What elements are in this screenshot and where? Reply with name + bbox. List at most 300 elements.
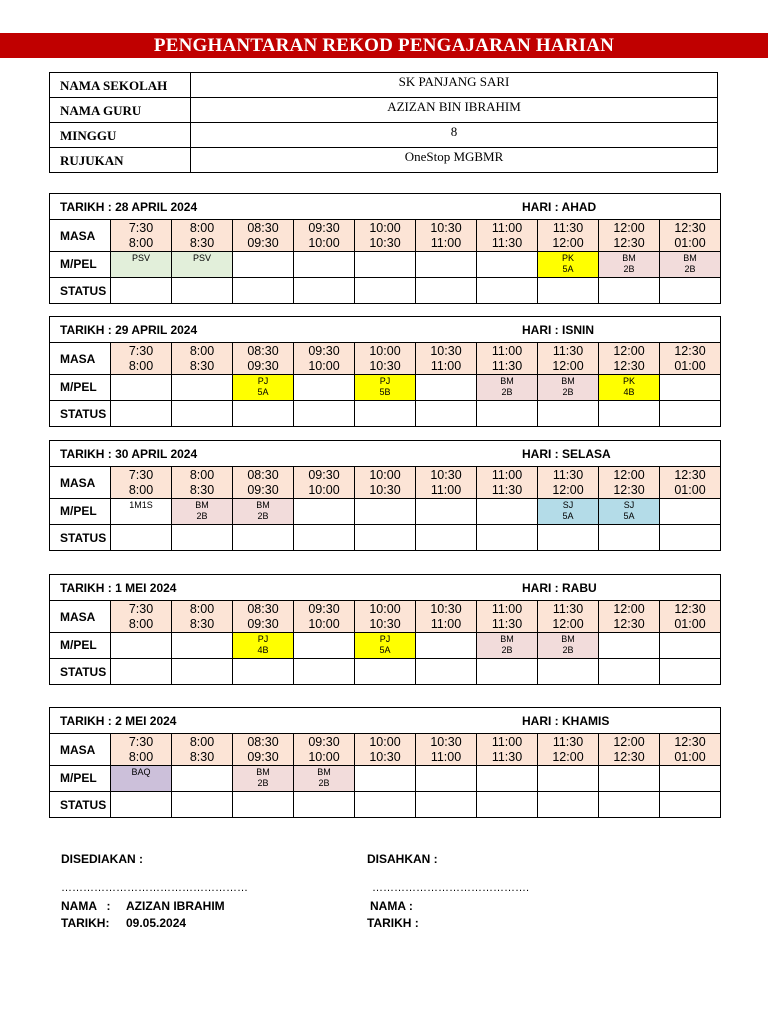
subject-cell	[355, 252, 416, 278]
status-cell[interactable]	[233, 525, 294, 551]
class-name: 2B	[562, 387, 574, 397]
time-row-label: MASA	[50, 734, 111, 766]
class-name: 2B	[684, 264, 696, 274]
info-row-teacher	[50, 98, 718, 123]
time-slot	[538, 343, 599, 375]
time-slot	[294, 220, 355, 252]
info-label: RUJUKAN	[50, 148, 191, 173]
status-cell[interactable]	[416, 525, 477, 551]
time-end: 12:00	[552, 482, 584, 497]
time-slot	[477, 734, 538, 766]
status-cell[interactable]	[355, 792, 416, 818]
time-start: 7:30	[128, 343, 154, 358]
status-cell[interactable]	[477, 401, 538, 427]
subject-cell	[294, 252, 355, 278]
status-cell[interactable]	[660, 401, 721, 427]
time-end: 10:30	[369, 616, 401, 631]
subject-cell	[599, 766, 660, 792]
subject-cell	[538, 499, 599, 525]
status-cell[interactable]	[599, 401, 660, 427]
subject-code: SJ	[623, 500, 635, 510]
status-cell[interactable]	[233, 792, 294, 818]
time-slot	[599, 601, 660, 633]
subject-code: PJ	[257, 376, 269, 386]
time-start: 08:30	[247, 734, 279, 749]
time-end: 12:30	[613, 749, 645, 764]
info-label: MINGGU	[50, 123, 191, 148]
status-row	[50, 278, 721, 304]
time-end: 01:00	[674, 482, 706, 497]
subject-cell	[294, 633, 355, 659]
subject-cell	[294, 766, 355, 792]
time-end: 8:00	[128, 616, 154, 631]
time-end: 10:00	[308, 358, 340, 373]
day-date: TARIKH : 1 MEI 2024	[60, 581, 177, 595]
status-cell[interactable]	[172, 525, 233, 551]
info-value: OneStop MGBMR	[191, 148, 718, 173]
subject-cell	[111, 766, 172, 792]
class-name: 2B	[501, 645, 513, 655]
status-cell[interactable]	[660, 278, 721, 304]
time-end: 01:00	[674, 616, 706, 631]
time-end: 12:30	[613, 235, 645, 250]
time-end: 8:00	[128, 235, 154, 250]
subject-code: BM	[561, 376, 575, 386]
time-slot	[233, 734, 294, 766]
time-end: 11:30	[491, 482, 523, 497]
day-name: HARI : SELASA	[522, 447, 611, 461]
time-slot	[599, 220, 660, 252]
time-row-label: MASA	[50, 343, 111, 375]
time-start: 08:30	[247, 343, 279, 358]
time-end: 12:30	[613, 358, 645, 373]
day-header-row	[50, 575, 721, 601]
time-start: 12:00	[613, 467, 645, 482]
time-start: 09:30	[308, 343, 340, 358]
subject-cell	[355, 633, 416, 659]
subject-code: BM	[561, 634, 575, 644]
subject-cell	[233, 766, 294, 792]
status-cell[interactable]	[538, 278, 599, 304]
time-end: 12:00	[552, 235, 584, 250]
time-slot	[538, 220, 599, 252]
subject-cell	[477, 633, 538, 659]
time-end: 09:30	[247, 358, 279, 373]
time-start: 10:00	[369, 467, 401, 482]
status-cell[interactable]	[355, 401, 416, 427]
status-cell[interactable]	[538, 401, 599, 427]
status-row	[50, 792, 721, 818]
time-slot	[294, 343, 355, 375]
subject-code: BM	[256, 500, 270, 510]
time-start: 11:30	[552, 467, 584, 482]
time-end: 11:00	[430, 749, 462, 764]
subject-cell	[660, 499, 721, 525]
time-row	[50, 220, 721, 252]
subject-code: PSV	[192, 253, 211, 263]
time-end: 09:30	[247, 235, 279, 250]
status-cell[interactable]	[660, 659, 721, 685]
time-end: 8:00	[128, 749, 154, 764]
time-end: 12:00	[552, 616, 584, 631]
subject-code: 1M1S	[129, 500, 153, 510]
time-end: 01:00	[674, 235, 706, 250]
subject-row	[50, 766, 721, 792]
time-start: 12:30	[674, 601, 706, 616]
status-cell[interactable]	[294, 278, 355, 304]
time-start: 11:00	[491, 343, 523, 358]
time-start: 7:30	[128, 734, 154, 749]
time-slot	[172, 343, 233, 375]
time-start: 10:00	[369, 734, 401, 749]
subject-cell	[538, 766, 599, 792]
time-slot	[111, 343, 172, 375]
status-cell[interactable]	[477, 792, 538, 818]
day-name: HARI : RABU	[522, 581, 597, 595]
time-start: 10:00	[369, 343, 401, 358]
status-cell[interactable]	[111, 278, 172, 304]
status-cell[interactable]	[111, 792, 172, 818]
status-cell[interactable]	[294, 401, 355, 427]
subject-code: SJ	[562, 500, 574, 510]
time-row-label: MASA	[50, 467, 111, 499]
time-end: 8:30	[189, 616, 215, 631]
time-end: 10:00	[308, 482, 340, 497]
time-row-label: MASA	[50, 601, 111, 633]
subject-cell	[416, 499, 477, 525]
time-start: 12:30	[674, 467, 706, 482]
time-slot	[538, 467, 599, 499]
day-header	[50, 317, 721, 343]
day-table	[49, 574, 721, 685]
time-start: 10:30	[430, 343, 462, 358]
subject-code: BM	[500, 376, 514, 386]
status-cell[interactable]	[294, 659, 355, 685]
time-end: 8:00	[128, 482, 154, 497]
time-end: 12:00	[552, 358, 584, 373]
time-start: 12:30	[674, 343, 706, 358]
status-row	[50, 401, 721, 427]
class-name: 2B	[257, 511, 269, 521]
time-slot	[477, 220, 538, 252]
time-start: 09:30	[308, 734, 340, 749]
time-slot	[538, 734, 599, 766]
time-start: 7:30	[128, 467, 154, 482]
time-end: 10:00	[308, 235, 340, 250]
status-cell[interactable]	[477, 278, 538, 304]
subject-code: PJ	[257, 634, 269, 644]
time-slot	[477, 467, 538, 499]
class-name: 4B	[623, 387, 635, 397]
subject-cell	[355, 766, 416, 792]
status-cell[interactable]	[233, 659, 294, 685]
class-name: 2B	[196, 511, 208, 521]
status-row	[50, 525, 721, 551]
time-slot	[355, 220, 416, 252]
subject-row-label: M/PEL	[50, 633, 111, 659]
status-cell[interactable]	[416, 401, 477, 427]
status-cell[interactable]	[477, 525, 538, 551]
time-slot	[599, 467, 660, 499]
subject-cell	[111, 633, 172, 659]
info-label: NAMA GURU	[50, 98, 191, 123]
subject-cell	[111, 499, 172, 525]
day-date: TARIKH : 28 APRIL 2024	[60, 200, 198, 214]
time-slot	[599, 734, 660, 766]
time-start: 10:30	[430, 220, 462, 235]
time-slot	[294, 467, 355, 499]
time-end: 11:30	[491, 358, 523, 373]
day-date: TARIKH : 29 APRIL 2024	[60, 323, 198, 337]
day-date: TARIKH : 30 APRIL 2024	[60, 447, 198, 461]
approved-signature-line: …………………………………….	[372, 882, 530, 894]
time-slot	[172, 220, 233, 252]
time-row	[50, 734, 721, 766]
status-cell[interactable]	[233, 278, 294, 304]
time-row	[50, 601, 721, 633]
subject-cell	[111, 375, 172, 401]
day-header-row	[50, 317, 721, 343]
subject-row	[50, 252, 721, 278]
subject-cell	[416, 766, 477, 792]
prepared-name-value: AZIZAN IBRAHIM	[126, 899, 225, 913]
day-name: HARI : AHAD	[522, 200, 597, 214]
time-slot	[416, 601, 477, 633]
time-end: 11:30	[491, 235, 523, 250]
time-row	[50, 467, 721, 499]
time-end: 01:00	[674, 358, 706, 373]
status-cell[interactable]	[355, 659, 416, 685]
day-header	[50, 441, 721, 467]
time-start: 09:30	[308, 467, 340, 482]
status-row-label: STATUS	[50, 401, 111, 427]
time-start: 12:00	[613, 734, 645, 749]
time-start: 11:00	[491, 601, 523, 616]
time-slot	[416, 467, 477, 499]
status-cell[interactable]	[172, 401, 233, 427]
time-slot	[111, 734, 172, 766]
subject-cell	[477, 252, 538, 278]
time-slot	[355, 601, 416, 633]
status-cell[interactable]	[355, 525, 416, 551]
class-name: 2B	[623, 264, 635, 274]
subject-row-label: M/PEL	[50, 499, 111, 525]
subject-cell	[233, 499, 294, 525]
subject-row	[50, 633, 721, 659]
time-start: 09:30	[308, 601, 340, 616]
status-cell[interactable]	[355, 278, 416, 304]
subject-cell	[416, 633, 477, 659]
status-row-label: STATUS	[50, 525, 111, 551]
time-slot	[111, 467, 172, 499]
time-end: 8:00	[128, 358, 154, 373]
time-slot	[111, 220, 172, 252]
time-start: 10:30	[430, 734, 462, 749]
class-name: 5A	[257, 387, 269, 397]
status-cell[interactable]	[416, 659, 477, 685]
status-row-label: STATUS	[50, 659, 111, 685]
subject-code: PK	[622, 376, 635, 386]
time-slot	[599, 343, 660, 375]
subject-cell	[538, 252, 599, 278]
time-slot	[294, 734, 355, 766]
status-cell[interactable]	[294, 525, 355, 551]
subject-row	[50, 375, 721, 401]
time-start: 10:30	[430, 467, 462, 482]
subject-cell	[172, 766, 233, 792]
subject-cell	[233, 375, 294, 401]
time-end: 09:30	[247, 616, 279, 631]
time-slot	[355, 467, 416, 499]
status-cell[interactable]	[233, 401, 294, 427]
subject-cell	[416, 375, 477, 401]
status-cell[interactable]	[599, 278, 660, 304]
subject-cell	[233, 633, 294, 659]
subject-code: PK	[561, 253, 574, 263]
status-cell[interactable]	[172, 792, 233, 818]
class-name: 2B	[257, 778, 269, 788]
time-start: 10:30	[430, 601, 462, 616]
status-cell[interactable]	[172, 659, 233, 685]
time-start: 11:30	[552, 343, 584, 358]
approved-date-label: TARIKH :	[367, 916, 419, 930]
subject-cell	[233, 252, 294, 278]
subject-cell	[294, 375, 355, 401]
status-cell[interactable]	[111, 659, 172, 685]
subject-code: BM	[256, 767, 270, 777]
prepared-label: DISEDIAKAN :	[61, 852, 144, 866]
status-cell[interactable]	[416, 278, 477, 304]
subject-row-label: M/PEL	[50, 375, 111, 401]
page-title: PENGHANTARAN REKOD PENGAJARAN HARIAN	[0, 33, 768, 58]
time-end: 12:30	[613, 482, 645, 497]
subject-code: BM	[683, 253, 697, 263]
time-start: 12:00	[613, 343, 645, 358]
subject-cell	[172, 375, 233, 401]
time-slot	[660, 467, 721, 499]
time-end: 10:30	[369, 358, 401, 373]
status-cell[interactable]	[599, 792, 660, 818]
class-name: 2B	[562, 645, 574, 655]
time-start: 8:00	[189, 343, 215, 358]
time-slot	[538, 601, 599, 633]
subject-cell	[660, 375, 721, 401]
status-cell[interactable]	[111, 401, 172, 427]
info-row-week	[50, 123, 718, 148]
time-end: 8:30	[189, 749, 215, 764]
prepared-signature-line: ……………………………………………	[61, 882, 248, 894]
subject-cell	[599, 633, 660, 659]
info-label: NAMA SEKOLAH	[50, 73, 191, 98]
day-table	[49, 193, 721, 304]
class-name: 5A	[379, 645, 391, 655]
time-slot	[416, 220, 477, 252]
time-end: 11:30	[491, 616, 523, 631]
time-slot	[416, 343, 477, 375]
time-slot	[477, 601, 538, 633]
subject-cell	[660, 633, 721, 659]
time-end: 12:00	[552, 749, 584, 764]
status-row	[50, 659, 721, 685]
subject-row	[50, 499, 721, 525]
subject-cell	[538, 633, 599, 659]
time-slot	[111, 601, 172, 633]
status-row-label: STATUS	[50, 278, 111, 304]
time-slot	[355, 734, 416, 766]
status-cell[interactable]	[538, 659, 599, 685]
status-cell[interactable]	[660, 792, 721, 818]
time-end: 11:00	[430, 358, 462, 373]
time-slot	[660, 343, 721, 375]
time-end: 11:00	[430, 482, 462, 497]
day-name: HARI : ISNIN	[522, 323, 594, 337]
time-start: 12:30	[674, 220, 706, 235]
time-start: 12:30	[674, 734, 706, 749]
time-row-label: MASA	[50, 220, 111, 252]
info-value: SK PANJANG SARI	[191, 73, 718, 98]
status-cell[interactable]	[294, 792, 355, 818]
subject-cell	[477, 499, 538, 525]
time-start: 8:00	[189, 220, 215, 235]
status-cell[interactable]	[111, 525, 172, 551]
info-value: AZIZAN BIN IBRAHIM	[191, 98, 718, 123]
time-end: 11:00	[430, 235, 462, 250]
time-end: 10:30	[369, 749, 401, 764]
class-name: 5A	[562, 511, 574, 521]
class-name: 4B	[257, 645, 269, 655]
time-start: 11:30	[552, 734, 584, 749]
status-cell[interactable]	[660, 525, 721, 551]
status-cell[interactable]	[599, 659, 660, 685]
subject-code: PSV	[131, 253, 150, 263]
info-table	[49, 72, 718, 173]
time-start: 08:30	[247, 220, 279, 235]
time-start: 8:00	[189, 467, 215, 482]
time-slot	[233, 601, 294, 633]
time-end: 11:30	[491, 749, 523, 764]
subject-cell	[416, 252, 477, 278]
subject-cell	[172, 252, 233, 278]
info-value: 8	[191, 123, 718, 148]
time-slot	[416, 734, 477, 766]
time-start: 11:00	[491, 734, 523, 749]
approved-name-label: NAMA :	[370, 899, 413, 913]
time-slot	[355, 343, 416, 375]
status-cell[interactable]	[538, 525, 599, 551]
time-end: 8:30	[189, 358, 215, 373]
subject-cell	[477, 766, 538, 792]
day-header	[50, 708, 721, 734]
time-end: 09:30	[247, 749, 279, 764]
status-cell[interactable]	[172, 278, 233, 304]
status-cell[interactable]	[416, 792, 477, 818]
status-cell[interactable]	[599, 525, 660, 551]
time-slot	[172, 467, 233, 499]
time-end: 09:30	[247, 482, 279, 497]
class-name: 5A	[562, 264, 574, 274]
time-end: 12:30	[613, 616, 645, 631]
day-header	[50, 194, 721, 220]
day-header	[50, 575, 721, 601]
time-slot	[660, 220, 721, 252]
info-row-reference	[50, 148, 718, 173]
time-slot	[660, 734, 721, 766]
status-cell[interactable]	[538, 792, 599, 818]
time-slot	[172, 601, 233, 633]
time-start: 11:30	[552, 601, 584, 616]
status-cell[interactable]	[477, 659, 538, 685]
info-row-school	[50, 73, 718, 98]
